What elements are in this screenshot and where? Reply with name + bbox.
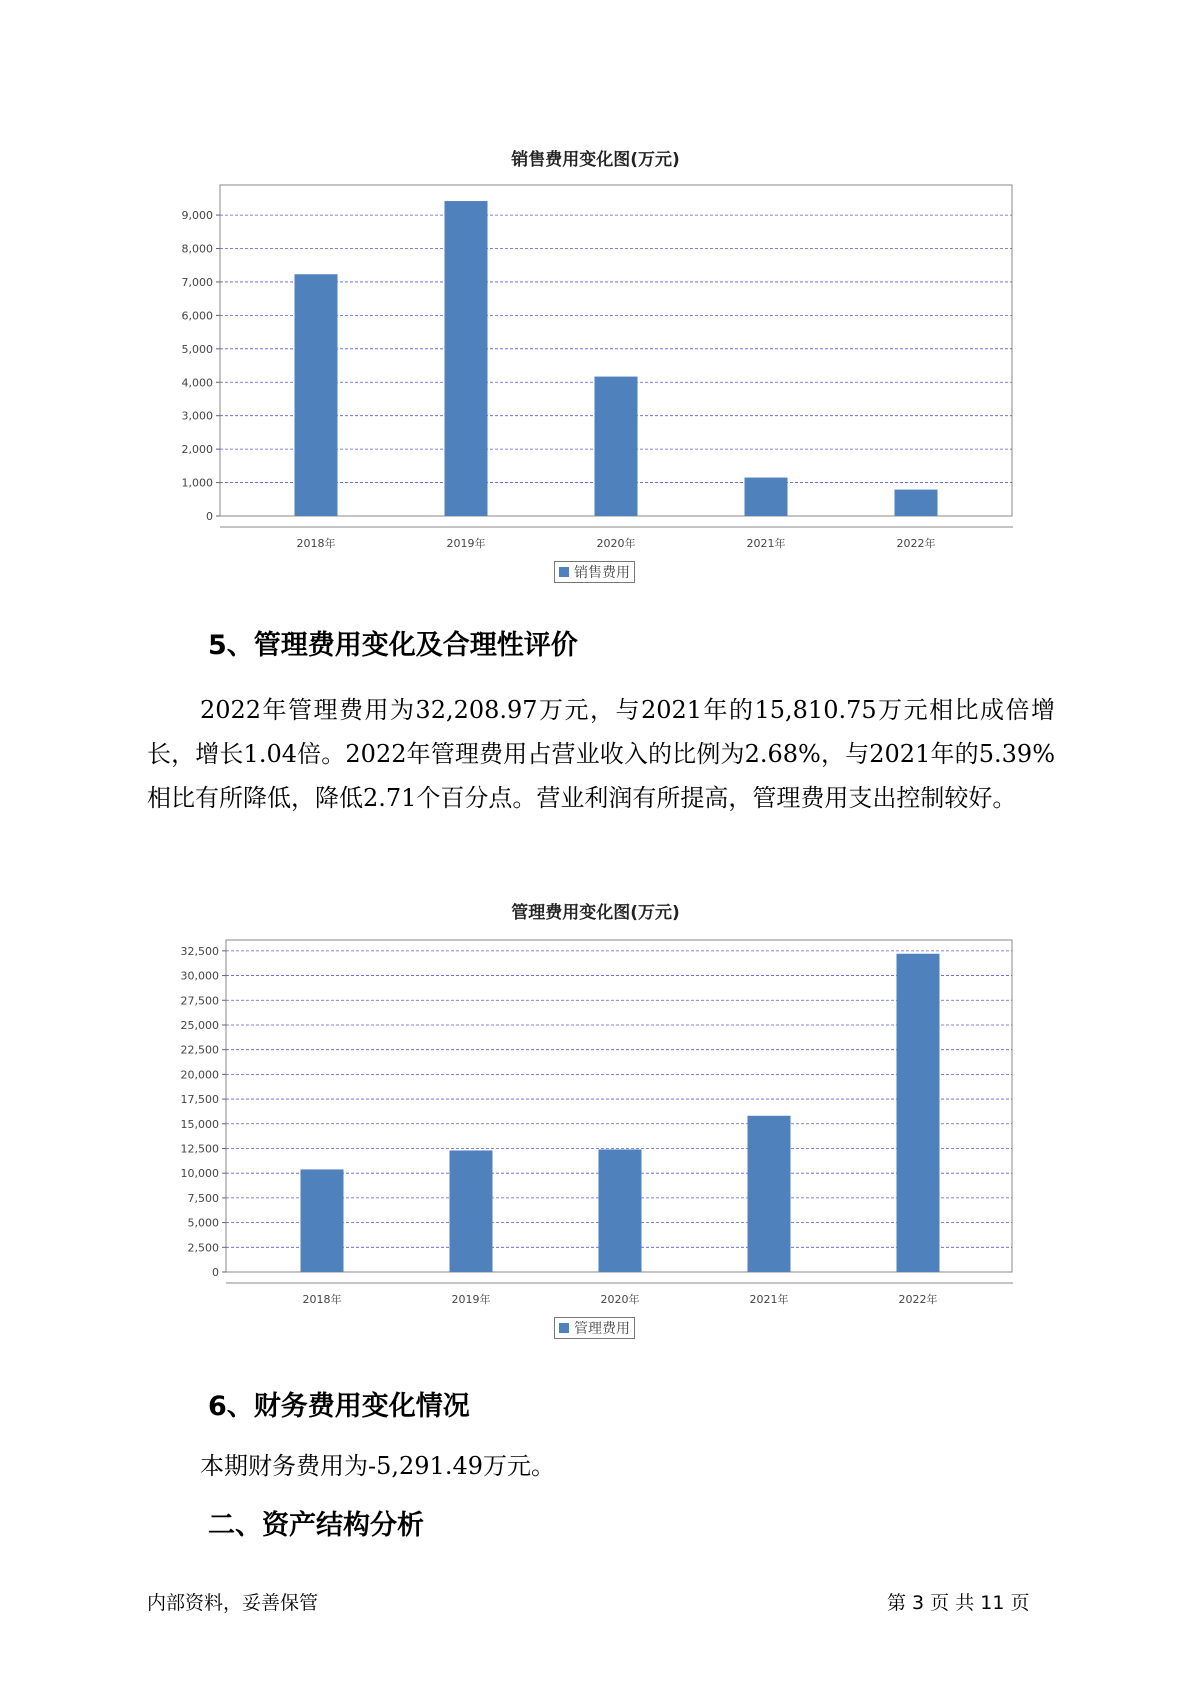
- y-tick-label: 2,500: [187, 1241, 219, 1255]
- y-tick-label: 0: [212, 1266, 219, 1279]
- x-tick-label: 2020年: [596, 537, 636, 550]
- footer-page-info: 第 3 页 共 11 页: [887, 1592, 1030, 1614]
- y-tick-label: 22,500: [180, 1043, 219, 1057]
- footer-confidential: 内部资料，妥善保管: [147, 1592, 319, 1614]
- y-tick-label: 0: [206, 510, 213, 523]
- y-tick-label: 5,000: [181, 342, 213, 356]
- x-tick-label: 2018年: [296, 537, 336, 550]
- section-5-paragraph: 2022年管理费用为32,208.97万元，与2021年的15,810.75万元相比成倍增长，增长1.04倍。2022年管理费用占营业收入的比例为2.68%，与2021年的5.39%相比有所降低，降低2.71个百分点。营业利润有所提高，管理费用支出控制较好。: [147, 696, 1055, 812]
- y-tick-label: 4,000: [181, 376, 213, 390]
- y-tick-label: 27,500: [180, 994, 219, 1008]
- sales-chart-title: 销售费用变化图(万元): [511, 150, 680, 170]
- section-two-heading: 二、资产结构分析: [208, 1510, 424, 1541]
- bar: [748, 1116, 791, 1272]
- y-tick-label: 1,000: [181, 476, 213, 490]
- y-tick-label: 15,000: [180, 1117, 219, 1131]
- x-tick-label: 2022年: [898, 1293, 938, 1306]
- y-tick-label: 9,000: [181, 209, 213, 223]
- legend-swatch: [559, 1323, 569, 1333]
- y-tick-label: 30,000: [180, 969, 219, 983]
- bar: [450, 1150, 493, 1272]
- y-tick-label: 8,000: [181, 242, 213, 256]
- section-6-paragraph: 本期财务费用为-5,291.49万元。: [200, 1452, 555, 1480]
- section-5-heading: 5、管理费用变化及合理性评价: [208, 630, 578, 661]
- y-tick-label: 3,000: [181, 409, 213, 423]
- x-tick-label: 2019年: [451, 1293, 491, 1306]
- y-tick-label: 5,000: [187, 1216, 219, 1230]
- bar: [301, 1169, 344, 1272]
- legend-label: 管理费用: [574, 1321, 630, 1337]
- y-tick-label: 6,000: [181, 309, 213, 323]
- y-tick-label: 17,500: [180, 1093, 219, 1107]
- y-tick-label: 32,500: [180, 944, 219, 958]
- x-tick-label: 2021年: [749, 1293, 789, 1306]
- section-6-heading: 6、财务费用变化情况: [208, 1391, 470, 1422]
- y-tick-label: 7,000: [181, 275, 213, 289]
- admin-chart-title: 管理费用变化图(万元): [511, 903, 680, 923]
- y-tick-label: 20,000: [180, 1068, 219, 1082]
- x-tick-label: 2020年: [600, 1293, 640, 1306]
- legend-label: 销售费用: [574, 565, 630, 581]
- admin-chart-legend: [554, 1317, 635, 1339]
- y-tick-label: 7,500: [187, 1191, 219, 1205]
- x-tick-label: 2019年: [446, 537, 486, 550]
- y-tick-label: 25,000: [180, 1018, 219, 1032]
- y-tick-label: 12,500: [180, 1142, 219, 1156]
- x-tick-label: 2021年: [746, 537, 786, 550]
- bar: [599, 1149, 642, 1272]
- y-tick-label: 2,000: [181, 443, 213, 457]
- x-tick-label: 2018年: [302, 1293, 342, 1306]
- y-tick-label: 10,000: [180, 1167, 219, 1181]
- x-tick-label: 2022年: [896, 537, 936, 550]
- bar: [897, 954, 940, 1272]
